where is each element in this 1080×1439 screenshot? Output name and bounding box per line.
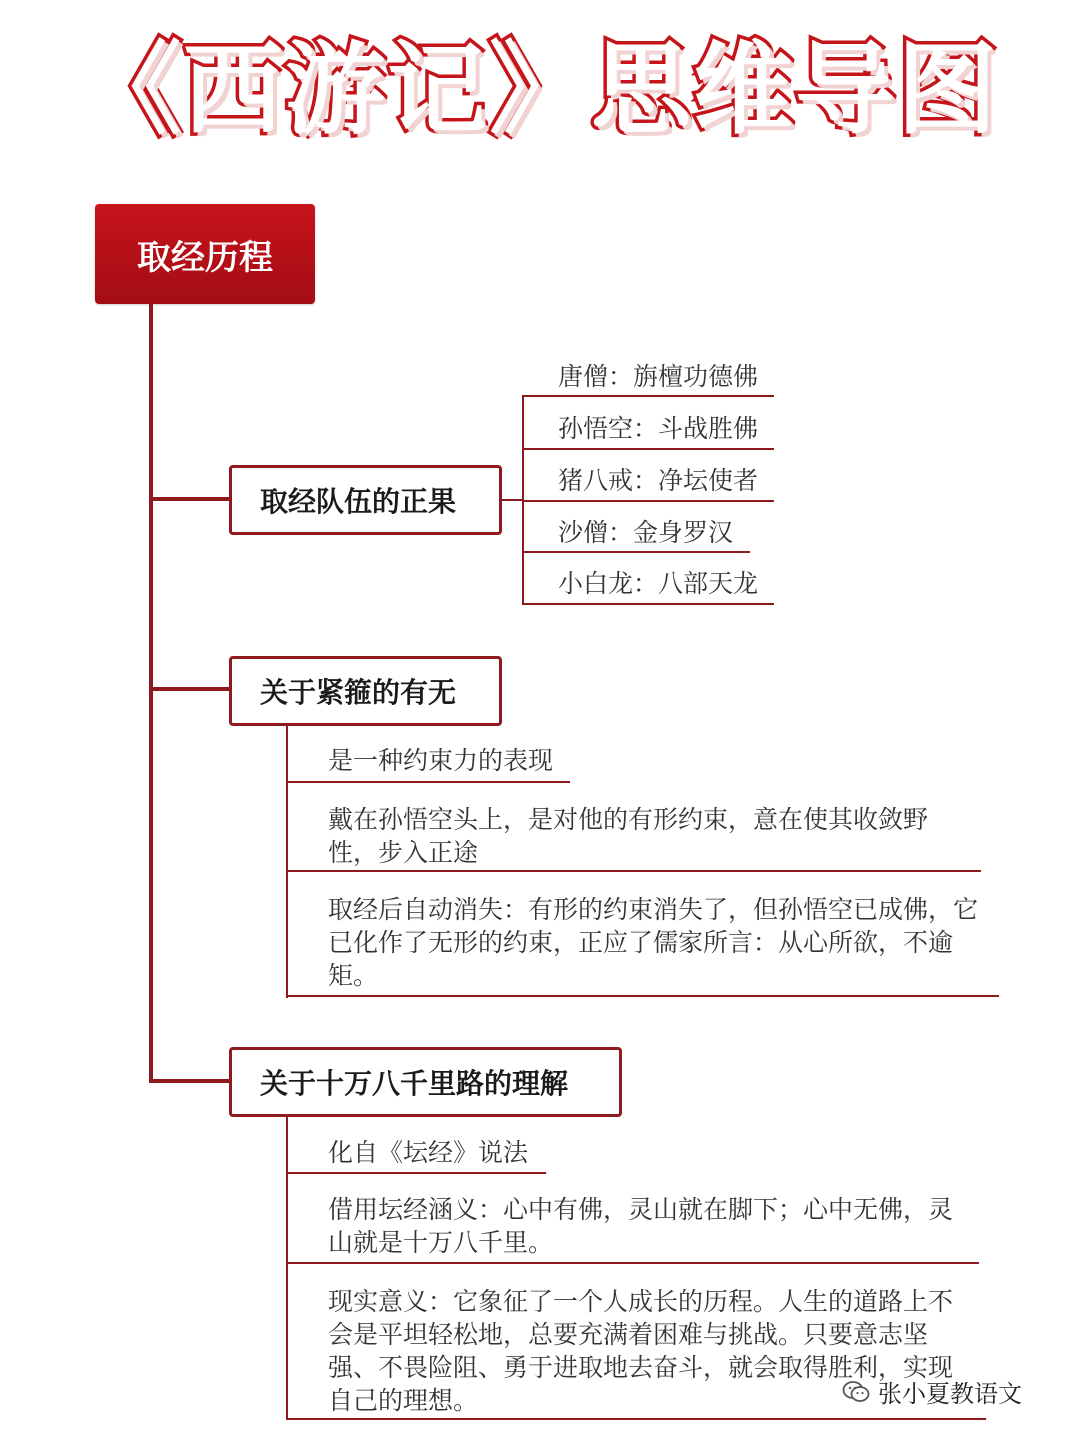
leaf-underline	[286, 781, 570, 783]
leaf-2-2: 戴在孙悟空头上，是对他的有形约束，意在使其收敛野性，步入正途	[328, 805, 929, 867]
leaf-1-2: 孙悟空：斗战胜佛	[558, 414, 759, 443]
leaf-2-3: 取经后自动消失：有形的约束消失了，但孙悟空已成佛，它已化作了无形的约束，正应了儒家所言：从心所欲，不逾矩。	[328, 895, 979, 990]
leaf-2-1: 是一种约束力的表现	[328, 746, 554, 775]
leaf-3-1: 化自《坛经》说法	[328, 1138, 529, 1167]
leaf-underline	[522, 551, 750, 553]
branch-node-1: 取经队伍的正果	[229, 465, 502, 535]
branch-3-bracket	[286, 1117, 288, 1419]
branch-2-bracket	[286, 726, 288, 998]
leaf-3-2: 借用坛经涵义：心中有佛，灵山就在脚下；心中无佛，灵山就是十万八千里。	[328, 1195, 954, 1257]
branch-connector-3	[149, 1079, 231, 1083]
leaf-underline	[522, 395, 774, 397]
branch-connector-1	[149, 497, 231, 501]
leaf-underline	[286, 1172, 546, 1174]
leaf-underline	[522, 603, 774, 605]
leaf-underline	[286, 1262, 979, 1264]
leaf-1-1: 唐僧：旃檀功德佛	[558, 362, 759, 391]
branch-node-2: 关于紧箍的有无	[229, 656, 502, 726]
leaf-1-3: 猪八戒：净坛使者	[558, 466, 759, 495]
watermark-text: 张小夏教语文	[878, 1380, 1022, 1408]
leaf-3-3: 现实意义：它象征了一个人成长的历程。人生的道路上不会是平坦轻松地，总要充满着困难与挑战。只要意志坚强、不畏险阻、勇于进取地去奋斗，就会取得胜利，实现自己的理想。	[328, 1287, 954, 1415]
wechat-icon	[842, 1380, 870, 1404]
leaf-underline	[286, 1418, 986, 1420]
watermark	[842, 1374, 1022, 1409]
branch-connector-2	[149, 687, 231, 691]
trunk-line	[149, 304, 153, 1083]
leaf-underline	[522, 448, 774, 450]
page-title: 《西游记》思维导图	[81, 31, 999, 148]
leaf-underline	[522, 500, 774, 502]
leaf-underline	[286, 870, 981, 872]
leaf-1-5: 小白龙：八部天龙	[558, 569, 759, 598]
leaf-underline	[286, 995, 999, 997]
root-node: 取经历程	[95, 204, 315, 304]
branch-1-link	[502, 499, 524, 501]
leaf-1-4: 沙僧：金身罗汉	[558, 518, 734, 547]
branch-node-3: 关于十万八千里路的理解	[229, 1047, 622, 1117]
